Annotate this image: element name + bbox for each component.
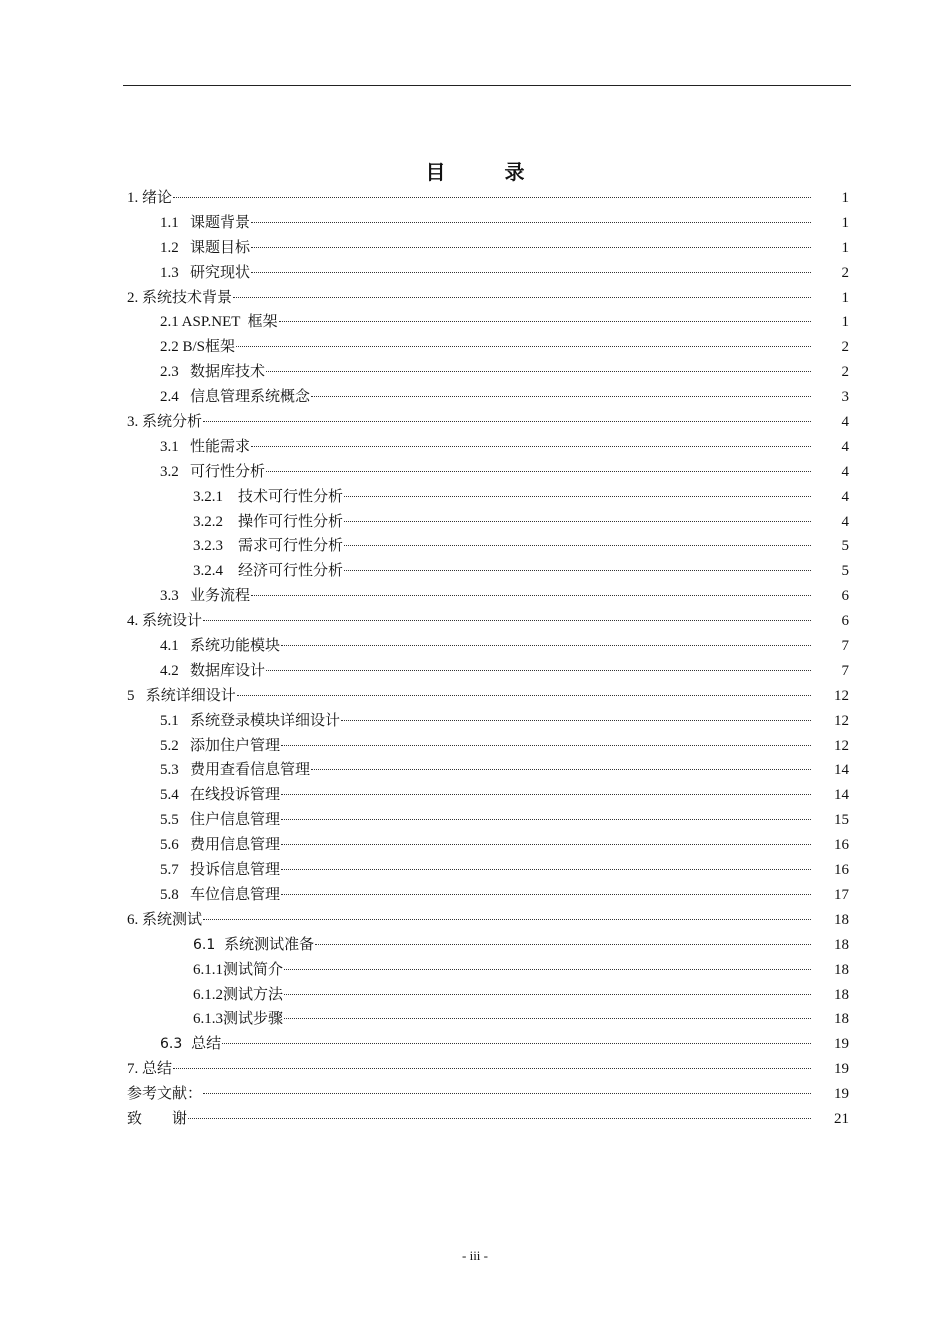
toc-entry-number: 3.1 [160, 438, 190, 455]
dot-leader [236, 346, 811, 347]
toc-entry-page: 4 [841, 438, 849, 455]
toc-entry-page: 1 [841, 289, 849, 306]
toc-entry-page: 6 [841, 613, 849, 630]
toc-entry-number: 2.2 B/S [160, 339, 206, 356]
toc-entry-label: 在线投诉管理 [190, 787, 281, 804]
toc-entry-label: 课题目标 [190, 239, 251, 256]
toc-entry-number: 3.2.1 [193, 488, 238, 505]
toc-entry[interactable] [127, 684, 849, 709]
toc-entry-number: 6.1.2 [193, 986, 223, 1003]
dot-leader [344, 521, 811, 522]
toc-entry-number: 1.1 [160, 214, 190, 231]
toc-entry-page: 1 [841, 314, 849, 331]
toc-entry-page: 12 [834, 687, 849, 704]
toc-entry-label: 总结 [191, 1036, 222, 1053]
toc-entry-label: 技术可行性分析 [238, 488, 344, 505]
toc-entry[interactable] [127, 833, 849, 858]
toc-entry[interactable] [127, 261, 849, 286]
toc-entry[interactable] [127, 1007, 849, 1032]
toc-entry-label: 投诉信息管理 [190, 862, 281, 879]
dot-leader [281, 819, 811, 820]
toc-entry-page: 18 [834, 986, 849, 1003]
dot-leader [281, 794, 811, 795]
toc-entry-page: 15 [834, 812, 849, 829]
dot-leader [284, 994, 811, 995]
toc-entry-number: 5 [127, 687, 146, 704]
toc-entry-page: 14 [834, 762, 849, 779]
toc-entry-page: 17 [834, 886, 849, 903]
toc-entry-number: 2.3 [160, 364, 190, 381]
toc-entry-page: 18 [834, 961, 849, 978]
toc-entry-label: 住户信息管理 [190, 812, 281, 829]
toc-entry-number: 3.2.2 [193, 513, 238, 530]
dot-leader [281, 844, 811, 845]
toc-entry-page: 7 [841, 638, 849, 655]
toc-entry[interactable] [127, 634, 849, 659]
toc-entry-label: 车位信息管理 [190, 886, 281, 903]
page-title: 目 录 [425, 160, 551, 184]
dot-leader [251, 446, 811, 447]
toc-entry-number: 3.2.4 [193, 563, 238, 580]
toc-entry-number: 6.1 [193, 936, 225, 953]
toc-entry[interactable] [127, 609, 849, 634]
page-number-footer: - iii - [462, 1248, 488, 1263]
dot-leader [251, 222, 811, 223]
toc-entry-page: 12 [834, 712, 849, 729]
toc-entry-page: 6 [841, 588, 849, 605]
toc-entry-page: 3 [841, 389, 849, 406]
toc-entry-page: 14 [834, 787, 849, 804]
toc-entry-label: 系统登录模块详细设计 [190, 712, 341, 729]
toc-entry-label: 系统技术背景 [142, 289, 233, 306]
toc-entry[interactable] [127, 385, 849, 410]
toc-entry-number: 6.1.1 [193, 961, 223, 978]
dot-leader [203, 620, 811, 621]
toc-entry[interactable] [127, 211, 849, 236]
dot-leader [284, 969, 811, 970]
toc-entry-number: 2.4 [160, 389, 190, 406]
toc-entry-label: 框架 [205, 339, 236, 356]
header-rule [123, 85, 851, 86]
toc-entry-page: 18 [834, 936, 849, 953]
toc-entry-number: 6.1.3 [193, 1011, 223, 1028]
toc-entry[interactable] [127, 983, 849, 1008]
toc-entry[interactable] [127, 286, 849, 311]
toc-entry-label: 测试简介 [223, 961, 284, 978]
toc-entry-page: 12 [834, 737, 849, 754]
toc-entry-label: 系统测试准备 [224, 936, 315, 953]
toc-entry-page: 4 [841, 513, 849, 530]
toc-entry-label: 费用信息管理 [190, 837, 281, 854]
toc-entry-number: 5.3 [160, 762, 190, 779]
toc-entry-page: 4 [841, 463, 849, 480]
dot-leader [203, 919, 811, 920]
toc-entry-number: 3.3 [160, 588, 190, 605]
toc-entry-number: 3.2.3 [193, 538, 238, 555]
dot-leader [281, 869, 811, 870]
toc-entry-label: 总结 [142, 1061, 173, 1078]
dot-leader [173, 1068, 811, 1069]
dot-leader [266, 371, 811, 372]
toc-entry-label: 绪论 [142, 190, 173, 206]
toc-entry-page: 19 [834, 1036, 849, 1053]
toc-entry-number: 4. [127, 613, 142, 630]
toc-entry-label: 课题背景 [190, 214, 251, 231]
dot-leader [237, 695, 811, 696]
dot-leader [173, 197, 811, 198]
toc-entry-number: 2.1 ASP.NET [160, 314, 244, 331]
toc-entry-label: 可行性分析 [190, 463, 266, 480]
toc-entry-page: 21 [834, 1110, 849, 1127]
toc-entry-label: 需求可行性分析 [238, 538, 344, 555]
toc-entry-page: 2 [841, 364, 849, 381]
toc-entry-number: 5.6 [160, 837, 190, 854]
toc-entry-number: 5.7 [160, 862, 190, 879]
dot-leader [344, 545, 811, 546]
dot-leader [203, 1093, 811, 1094]
toc-entry-label: 系统设计 [142, 613, 203, 630]
toc-entry-label: 经济可行性分析 [238, 563, 344, 580]
toc-entry[interactable] [127, 783, 849, 808]
toc-entry-number: 7. [127, 1061, 142, 1078]
toc-entry-number: 5.4 [160, 787, 190, 804]
toc-entry[interactable] [127, 883, 849, 908]
dot-leader [279, 321, 811, 322]
dot-leader [251, 272, 811, 273]
toc-entry-page: 19 [834, 1086, 849, 1103]
dot-leader [266, 471, 811, 472]
toc-entry-label: 数据库技术 [190, 364, 266, 381]
toc-entry[interactable] [127, 858, 849, 883]
toc-entry[interactable] [127, 758, 849, 783]
toc-entry-page: 2 [841, 264, 849, 281]
dot-leader [281, 745, 811, 746]
dot-leader [251, 595, 811, 596]
dot-leader [266, 670, 811, 671]
toc-entry[interactable] [127, 734, 849, 759]
toc-entry[interactable] [127, 584, 849, 609]
toc-entry-page: 4 [841, 488, 849, 505]
toc-entry-number: 5.1 [160, 712, 190, 729]
toc-entry-label: 系统详细设计 [145, 687, 236, 704]
toc-entry-label: 测试方法 [223, 986, 284, 1003]
dot-leader [222, 1043, 811, 1044]
toc-entry-label: 添加住户管理 [190, 737, 281, 754]
toc-entry-page: 5 [841, 563, 849, 580]
dot-leader [233, 297, 811, 298]
toc-entry-label: 费用查看信息管理 [190, 762, 311, 779]
toc-entry-number: 6. [127, 911, 142, 928]
dot-leader [284, 1018, 811, 1019]
toc-entry-label: 参考文献： [127, 1086, 203, 1103]
toc-entry-page: 1 [841, 214, 849, 231]
toc-entry[interactable] [127, 808, 849, 833]
toc-entry-page: 18 [834, 911, 849, 928]
toc-entry-number: 2. [127, 289, 142, 306]
toc-entry-label: 信息管理系统概念 [190, 389, 311, 406]
toc-entry-page: 18 [834, 1011, 849, 1028]
dot-leader [311, 769, 811, 770]
toc-entry-number: 5.8 [160, 886, 190, 903]
dot-leader [341, 720, 811, 721]
toc-entry-page: 1 [841, 190, 849, 206]
toc-entry-label: 性能需求 [190, 438, 251, 455]
toc-entry-number: 5.5 [160, 812, 190, 829]
toc-entry[interactable] [127, 933, 849, 958]
toc-entry-page: 16 [834, 862, 849, 879]
toc-entry[interactable] [127, 559, 849, 584]
toc-entry[interactable] [127, 360, 849, 385]
toc-entry[interactable] [127, 435, 849, 460]
toc-entry[interactable] [127, 958, 849, 983]
toc-entry[interactable] [127, 1107, 849, 1132]
toc-entry[interactable] [127, 485, 849, 510]
toc-entry-number: 1.3 [160, 264, 190, 281]
toc-entry-page: 16 [834, 837, 849, 854]
toc-entry-number: 5.2 [160, 737, 190, 754]
toc-entry-label: 系统测试 [142, 911, 203, 928]
toc-entry-number: 4.2 [160, 662, 190, 679]
toc-entry-label: 系统分析 [142, 414, 203, 431]
toc-entry-number: 1. [127, 190, 142, 206]
toc-entry-page: 5 [841, 538, 849, 555]
toc-entry[interactable] [127, 659, 849, 684]
toc-entry-label: 框架 [243, 314, 278, 331]
toc-entry-number: 4.1 [160, 638, 190, 655]
dot-leader [311, 396, 811, 397]
toc-entry[interactable] [127, 908, 849, 933]
toc-entry[interactable] [127, 709, 849, 734]
toc-entry-number: 1.2 [160, 239, 190, 256]
toc-entry-number: 6.3 [160, 1036, 192, 1053]
toc-entry[interactable] [127, 1082, 849, 1107]
dot-leader [281, 894, 811, 895]
table-of-contents [127, 186, 849, 1132]
dot-leader [344, 570, 811, 571]
dot-leader [315, 944, 811, 945]
toc-entry[interactable] [127, 335, 849, 360]
toc-entry[interactable] [127, 510, 849, 535]
dot-leader [203, 421, 811, 422]
dot-leader [251, 247, 811, 248]
toc-entry-label: 研究现状 [190, 264, 251, 281]
toc-entry-label: 业务流程 [190, 588, 251, 605]
toc-entry-number: 3.2 [160, 463, 190, 480]
toc-entry-page: 4 [841, 414, 849, 431]
toc-entry-label: 系统功能模块 [190, 638, 281, 655]
toc-entry[interactable] [127, 310, 849, 335]
toc-entry-label: 致 谢 [127, 1110, 188, 1127]
toc-entry-page: 19 [834, 1061, 849, 1078]
toc-entry-page: 1 [841, 239, 849, 256]
toc-entry[interactable] [127, 1057, 849, 1082]
toc-entry-label: 测试步骤 [223, 1011, 284, 1028]
dot-leader [188, 1118, 811, 1119]
toc-entry-number: 3. [127, 414, 142, 431]
toc-entry-label: 数据库设计 [190, 662, 266, 679]
dot-leader [344, 496, 811, 497]
toc-entry[interactable] [127, 460, 849, 485]
toc-entry-page: 7 [841, 662, 849, 679]
toc-entry[interactable] [127, 1032, 849, 1057]
toc-entry-page: 2 [841, 339, 849, 356]
toc-entry[interactable] [127, 534, 849, 559]
toc-entry[interactable] [127, 186, 849, 211]
dot-leader [281, 645, 811, 646]
toc-entry-label: 操作可行性分析 [238, 513, 344, 530]
toc-entry[interactable] [127, 410, 849, 435]
toc-entry[interactable] [127, 236, 849, 261]
